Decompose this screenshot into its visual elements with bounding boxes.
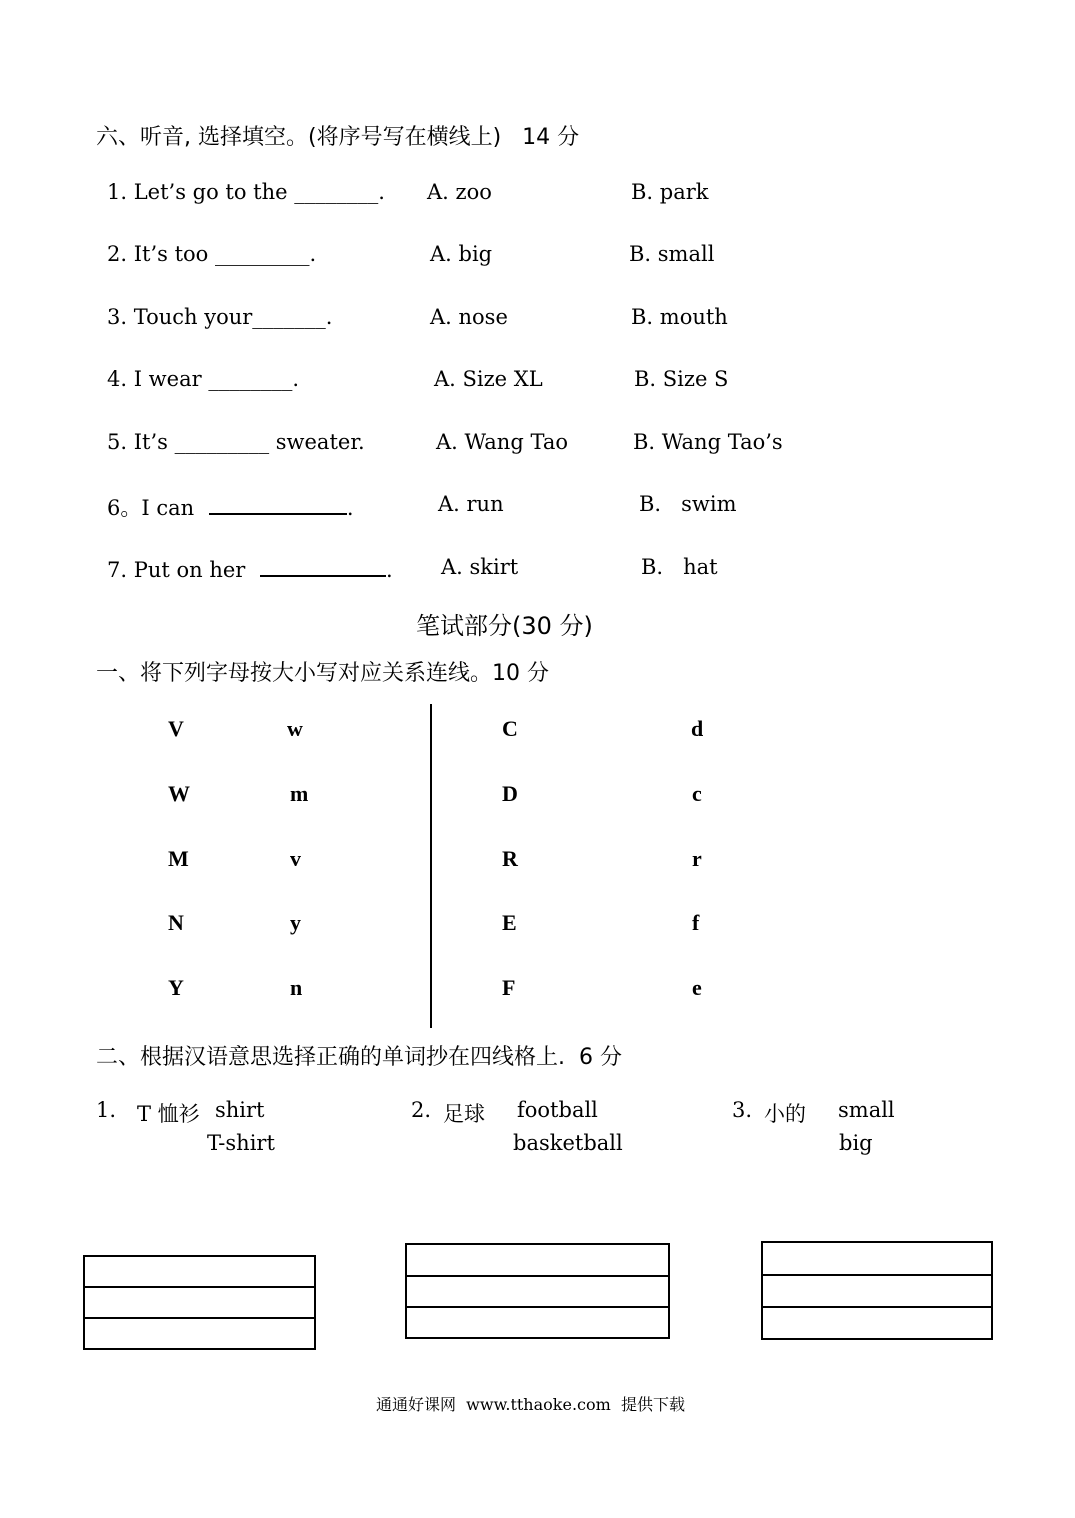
question-4-option-b: B. Size S <box>634 367 729 391</box>
question-3-stem: 3. Touch your_______. <box>107 305 333 329</box>
question-2-stem: 2. It’s too _________. <box>107 242 317 266</box>
word-item-3-chinese: 小的 <box>764 1102 806 1126</box>
section2-heading: 二、根据汉语意思选择正确的单词抄在四线格上. 6 分 <box>96 1045 622 1070</box>
right-lower-letter: d <box>691 716 704 741</box>
left-upper-letter: Y <box>168 975 184 1000</box>
question-4-stem: 4. I wear ________. <box>107 367 299 391</box>
left-lower-letter: y <box>290 910 301 935</box>
question-7-stem-end: . <box>386 558 393 582</box>
word-item-2-option-2: basketball <box>513 1131 623 1155</box>
question-7-option-b: B. hat <box>641 555 718 579</box>
right-upper-letter: E <box>502 910 517 935</box>
question-6-stem <box>107 492 354 522</box>
writing-grid-2[interactable] <box>405 1243 670 1339</box>
right-lower-letter: e <box>692 975 702 1000</box>
question-5-stem: 5. It’s _________ sweater. <box>107 430 365 454</box>
left-upper-letter: N <box>168 910 184 935</box>
left-lower-letter: n <box>290 975 303 1000</box>
question-7-stem <box>107 555 393 582</box>
right-lower-letter: c <box>692 781 702 806</box>
writing-grid-3[interactable] <box>761 1241 993 1340</box>
section1-heading: 一、将下列字母按大小写对应关系连线。10 分 <box>96 661 549 686</box>
right-upper-letter: D <box>502 781 518 806</box>
word-item-2-option-1: football <box>517 1098 598 1122</box>
word-item-1-option-1: shirt <box>215 1098 265 1122</box>
question-6-option-a: A. run <box>438 492 504 516</box>
left-upper-letter: M <box>168 846 189 871</box>
word-item-2-number: 2. <box>411 1098 432 1122</box>
right-upper-letter: C <box>502 716 518 741</box>
writing-grid-1[interactable] <box>83 1255 316 1350</box>
left-upper-letter: V <box>168 716 184 741</box>
question-1-option-b: B. park <box>631 180 709 204</box>
question-5-option-b: B. Wang Tao’s <box>633 430 783 454</box>
question-3-option-a: A. nose <box>430 305 508 329</box>
word-item-3-option-2: big <box>839 1131 873 1155</box>
question-6-stem-text: 6。I can <box>107 496 195 520</box>
right-lower-letter: f <box>692 910 700 935</box>
listening-heading: 六、听音, 选择填空。(将序号写在横线上) 14 分 <box>96 125 580 150</box>
left-lower-letter: v <box>290 846 301 871</box>
word-item-1-number: 1. <box>96 1098 117 1122</box>
question-7-answer-blank <box>260 555 386 577</box>
question-6-answer-blank <box>209 493 347 515</box>
question-6-option-b: B. swim <box>639 492 737 516</box>
written-part-title: 笔试部分(30 分) <box>416 612 593 640</box>
word-item-1-chinese: T 恤衫 <box>137 1102 200 1126</box>
question-4-option-a: A. Size XL <box>434 367 543 391</box>
question-6-stem-end: . <box>346 496 354 520</box>
word-item-1-option-2: T-shirt <box>207 1131 275 1155</box>
right-lower-letter: r <box>692 846 702 871</box>
question-1-option-a: A. zoo <box>427 180 492 204</box>
question-3-option-b: B. mouth <box>631 305 728 329</box>
left-lower-letter: m <box>290 781 309 806</box>
right-upper-letter: R <box>502 846 518 871</box>
left-upper-letter: W <box>168 781 190 806</box>
question-7-option-a: A. skirt <box>441 555 519 579</box>
question-7-stem-text: 7. Put on her <box>107 558 246 582</box>
word-item-2-chinese: 足球 <box>443 1102 485 1126</box>
question-2-option-b: B. small <box>629 242 715 266</box>
footer-source: 通通好课网 www.tthaoke.com 提供下载 <box>376 1395 685 1414</box>
word-item-3-number: 3. <box>732 1098 753 1122</box>
question-2-option-a: A. big <box>430 242 493 266</box>
question-5-option-a: A. Wang Tao <box>436 430 568 454</box>
right-upper-letter: F <box>502 975 516 1000</box>
question-1-stem: 1. Let’s go to the ________. <box>107 180 385 204</box>
word-item-3-option-1: small <box>838 1098 895 1122</box>
column-divider <box>430 704 432 1028</box>
left-lower-letter: w <box>287 716 303 741</box>
